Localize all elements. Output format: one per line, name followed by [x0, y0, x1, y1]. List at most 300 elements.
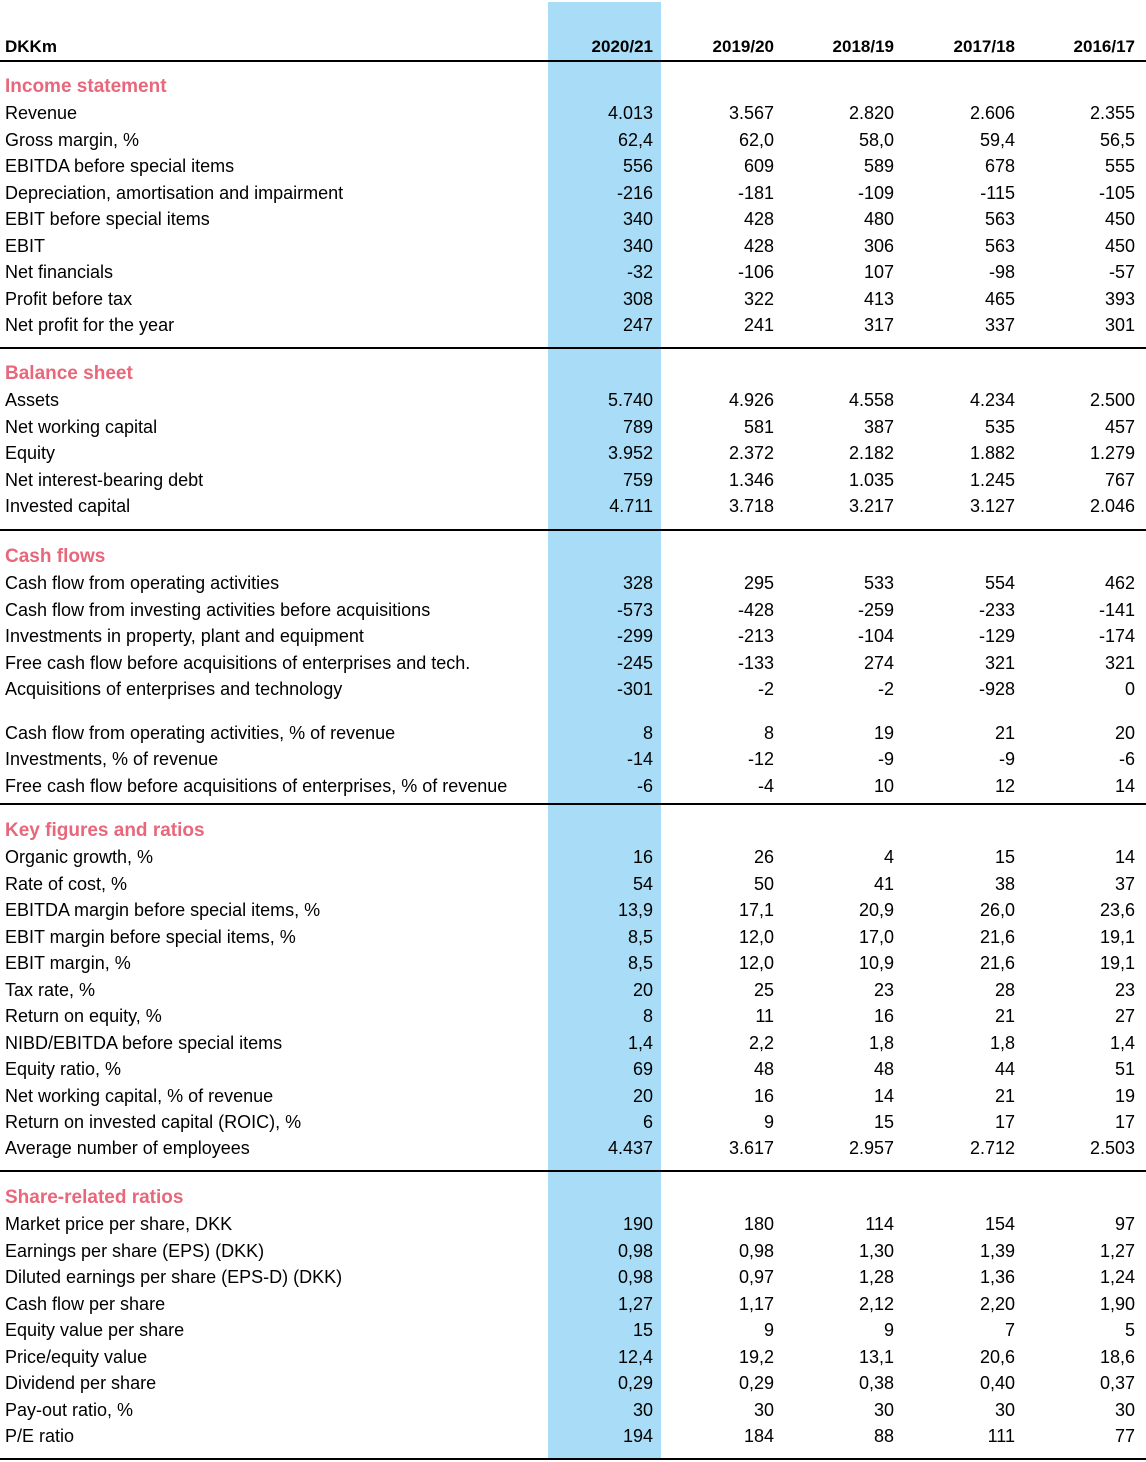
cell-value: -9 — [877, 749, 894, 769]
cell-value: 0,29 — [617, 1373, 653, 1393]
table-row — [0, 1317, 1146, 1343]
table-row — [0, 286, 1146, 312]
cell-value: 450 — [1104, 209, 1135, 229]
section-title — [0, 361, 1146, 387]
cell-value: 17 — [994, 1112, 1015, 1132]
cell-value: 2.372 — [728, 443, 774, 463]
section-title-text: Balance sheet — [5, 363, 133, 384]
divider — [0, 1458, 1146, 1460]
cell-value: 0,98 — [617, 1267, 653, 1287]
cell-value: 428 — [743, 236, 774, 256]
table-row — [0, 312, 1146, 338]
row-label: Return on equity, % — [5, 1006, 162, 1026]
cell-value: 609 — [743, 156, 774, 176]
row-label: Cash flow from investing activities before acquisitions — [5, 600, 431, 620]
cell-value: 0,97 — [738, 1267, 774, 1287]
section-title-text: Cash flows — [5, 546, 106, 567]
cell-value: 13,9 — [617, 900, 653, 920]
cell-value: 21 — [994, 1006, 1015, 1026]
table-row — [0, 773, 1146, 799]
cell-value: -216 — [616, 183, 653, 203]
cell-value: 581 — [743, 417, 774, 437]
cell-value: 17 — [1114, 1112, 1135, 1132]
table-row — [0, 100, 1146, 126]
cell-value: 340 — [622, 209, 653, 229]
table-row — [0, 1083, 1146, 1109]
table-row — [0, 924, 1146, 950]
row-label: Cash flow per share — [5, 1294, 166, 1314]
cell-value: -6 — [636, 776, 653, 796]
table-row — [0, 950, 1146, 976]
table-row — [0, 414, 1146, 440]
row-label: Gross margin, % — [5, 130, 140, 150]
cell-value: 20,9 — [858, 900, 894, 920]
cell-value: 480 — [863, 209, 894, 229]
cell-value: -133 — [737, 653, 774, 673]
table-row — [0, 206, 1146, 232]
table-row — [0, 1211, 1146, 1237]
cell-value: 3.718 — [728, 496, 774, 516]
cell-value: 20 — [632, 1086, 653, 1106]
row-label: Revenue — [5, 103, 78, 123]
table-row — [0, 1397, 1146, 1423]
cell-value: 1,36 — [979, 1267, 1015, 1287]
cell-value: -9 — [998, 749, 1015, 769]
cell-value: 97 — [1114, 1214, 1135, 1234]
cell-value: 44 — [994, 1059, 1015, 1079]
row-label: Equity value per share — [5, 1320, 185, 1340]
table-row — [0, 1238, 1146, 1264]
divider — [0, 347, 1146, 349]
cell-value: 23 — [873, 980, 894, 1000]
cell-value: 465 — [984, 289, 1015, 309]
row-label: NIBD/EBITDA before special items — [5, 1033, 283, 1053]
cell-value: 1,27 — [1099, 1241, 1135, 1261]
cell-value: 1.279 — [1089, 443, 1135, 463]
table-row — [0, 650, 1146, 676]
cell-value: -2 — [877, 679, 894, 699]
header-year: 2019/20 — [712, 37, 774, 56]
cell-value: 1.346 — [728, 470, 774, 490]
cell-value: 184 — [743, 1426, 774, 1446]
cell-value: 321 — [984, 653, 1015, 673]
row-label: Depreciation, amortisation and impairment — [5, 183, 344, 203]
cell-value: 2.712 — [969, 1138, 1015, 1158]
cell-value: 17,0 — [858, 927, 894, 947]
row-label: Pay-out ratio, % — [5, 1400, 134, 1420]
cell-value: 308 — [622, 289, 653, 309]
row-label: EBIT margin, % — [5, 953, 131, 973]
cell-value: 0,37 — [1099, 1373, 1135, 1393]
table-row — [0, 1291, 1146, 1317]
cell-value: 54 — [632, 874, 653, 894]
cell-value: 274 — [863, 653, 894, 673]
cell-value: 554 — [984, 573, 1015, 593]
table-row — [0, 570, 1146, 596]
section-title — [0, 818, 1146, 844]
cell-value: 58,0 — [858, 130, 894, 150]
cell-value: 1,39 — [979, 1241, 1015, 1261]
row-label: EBITDA margin before special items, % — [5, 900, 321, 920]
row-label: Price/equity value — [5, 1347, 148, 1367]
cell-value: 589 — [863, 156, 894, 176]
cell-value: -129 — [978, 626, 1015, 646]
row-label: Rate of cost, % — [5, 874, 128, 894]
table-row — [0, 1056, 1146, 1082]
cell-value: 59,4 — [979, 130, 1015, 150]
cell-value: 563 — [984, 209, 1015, 229]
cell-value: 6 — [642, 1112, 653, 1132]
cell-value: 4.926 — [728, 390, 774, 410]
cell-value: 30 — [1114, 1400, 1135, 1420]
row-label: Investments in property, plant and equipment — [5, 626, 364, 646]
cell-value: 2.820 — [848, 103, 894, 123]
cell-value: 759 — [622, 470, 653, 490]
cell-value: 77 — [1114, 1426, 1135, 1446]
cell-value: 114 — [865, 1214, 894, 1234]
row-label: Free cash flow before acquisitions of enterprises and tech. — [5, 653, 471, 673]
cell-value: 678 — [984, 156, 1015, 176]
cell-value: 789 — [622, 417, 653, 437]
cell-value: 1.245 — [969, 470, 1015, 490]
cell-value: 555 — [1104, 156, 1135, 176]
cell-value: -57 — [1108, 262, 1135, 282]
divider — [0, 60, 1146, 62]
cell-value: -106 — [737, 262, 774, 282]
cell-value: -6 — [1118, 749, 1135, 769]
cell-value: 19 — [873, 723, 894, 743]
table-row — [0, 871, 1146, 897]
cell-value: 30 — [994, 1400, 1015, 1420]
cell-value: 535 — [984, 417, 1015, 437]
cell-value: 2,12 — [858, 1294, 894, 1314]
table-row — [0, 1030, 1146, 1056]
cell-value: 20 — [632, 980, 653, 1000]
cell-value: 30 — [632, 1400, 653, 1420]
row-label: EBIT before special items — [5, 209, 210, 229]
cell-value: 2.606 — [969, 103, 1015, 123]
cell-value: -98 — [988, 262, 1015, 282]
section-title — [0, 1185, 1146, 1211]
cell-value: 241 — [743, 315, 774, 335]
cell-value: 5.740 — [607, 390, 653, 410]
divider — [0, 529, 1146, 531]
row-label: Net profit for the year — [5, 315, 175, 335]
cell-value: 1.882 — [969, 443, 1015, 463]
cell-value: -2 — [757, 679, 774, 699]
cell-value: -245 — [616, 653, 653, 673]
table-row — [0, 153, 1146, 179]
cell-value: 8,5 — [627, 953, 653, 973]
cell-value: -104 — [857, 626, 894, 646]
cell-value: -573 — [616, 600, 653, 620]
cell-value: 1,8 — [868, 1033, 894, 1053]
cell-value: -14 — [626, 749, 653, 769]
cell-value: 2.355 — [1089, 103, 1135, 123]
cell-value: 450 — [1104, 236, 1135, 256]
cell-value: 2.503 — [1089, 1138, 1135, 1158]
row-label: Equity ratio, % — [5, 1059, 122, 1079]
row-label: Net working capital — [5, 417, 158, 437]
cell-value: 0 — [1124, 679, 1135, 699]
cell-value: 8,5 — [627, 927, 653, 947]
row-label: Assets — [5, 390, 60, 410]
cell-value: 2.046 — [1089, 496, 1135, 516]
cell-value: 16 — [632, 847, 653, 867]
cell-value: -181 — [737, 183, 774, 203]
table-row — [0, 897, 1146, 923]
cell-value: 2.957 — [848, 1138, 894, 1158]
cell-value: -141 — [1098, 600, 1135, 620]
table-row — [0, 746, 1146, 772]
cell-value: 2.500 — [1089, 390, 1135, 410]
cell-value: 295 — [743, 573, 774, 593]
header-year: 2017/18 — [953, 37, 1015, 56]
section-title-text: Income statement — [5, 76, 167, 97]
cell-value: 48 — [753, 1059, 774, 1079]
cell-value: 21 — [994, 1086, 1015, 1106]
cell-value: 15 — [632, 1320, 653, 1340]
cell-value: 2,2 — [748, 1033, 774, 1053]
cell-value: 23 — [1114, 980, 1135, 1000]
cell-value: -259 — [857, 600, 894, 620]
cell-value: 8 — [642, 723, 653, 743]
cell-value: 37 — [1114, 874, 1135, 894]
table-row — [0, 720, 1146, 746]
cell-value: 62,0 — [738, 130, 774, 150]
cell-value: -299 — [616, 626, 653, 646]
cell-value: 1.035 — [848, 470, 894, 490]
table-row — [0, 233, 1146, 259]
cell-value: 1,8 — [989, 1033, 1015, 1053]
row-label: Investments, % of revenue — [5, 749, 219, 769]
table-row — [0, 259, 1146, 285]
cell-value: 462 — [1104, 573, 1135, 593]
row-label: Earnings per share (EPS) (DKK) — [5, 1241, 265, 1261]
cell-value: 190 — [622, 1214, 653, 1234]
cell-value: 180 — [743, 1214, 774, 1234]
row-label: Free cash flow before acquisitions of enterprises, % of revenue — [5, 776, 508, 796]
cell-value: 0,98 — [617, 1241, 653, 1261]
cell-value: 317 — [863, 315, 894, 335]
table-row — [0, 844, 1146, 870]
table-row — [0, 1370, 1146, 1396]
cell-value: 27 — [1114, 1006, 1135, 1026]
cell-value: 23,6 — [1099, 900, 1135, 920]
cell-value: -109 — [857, 183, 894, 203]
cell-value: 12,0 — [738, 927, 774, 947]
cell-value: 28 — [994, 980, 1015, 1000]
row-label: Return on invested capital (ROIC), % — [5, 1112, 302, 1132]
section-title-text: Share-related ratios — [5, 1187, 184, 1208]
cell-value: 7 — [1004, 1320, 1015, 1340]
cell-value: 38 — [994, 874, 1015, 894]
cell-value: 533 — [863, 573, 894, 593]
cell-value: 340 — [622, 236, 653, 256]
table-row — [0, 1264, 1146, 1290]
cell-value: 30 — [873, 1400, 894, 1420]
cell-value: 2,20 — [979, 1294, 1015, 1314]
table-row — [0, 977, 1146, 1003]
table-row — [0, 597, 1146, 623]
table-row — [0, 387, 1146, 413]
cell-value: 9 — [883, 1320, 894, 1340]
cell-value: 9 — [763, 1112, 774, 1132]
cell-value: 4.558 — [848, 390, 894, 410]
cell-value: 0,40 — [979, 1373, 1015, 1393]
cell-value: 1,90 — [1099, 1294, 1135, 1314]
cell-value: 107 — [863, 262, 894, 282]
cell-value: 19 — [1114, 1086, 1135, 1106]
row-label: Diluted earnings per share (EPS-D) (DKK) — [5, 1267, 343, 1287]
header-row — [0, 34, 1146, 60]
cell-value: 25 — [753, 980, 774, 1000]
divider — [0, 1170, 1146, 1172]
cell-value: 413 — [863, 289, 894, 309]
row-label: Cash flow from operating activities — [5, 573, 280, 593]
header-label: DKKm — [5, 37, 57, 56]
table-row — [0, 623, 1146, 649]
table-row — [0, 1423, 1146, 1449]
cell-value: 301 — [1104, 315, 1135, 335]
cell-value: 17,1 — [738, 900, 774, 920]
cell-value: 19,1 — [1099, 953, 1135, 973]
cell-value: 306 — [863, 236, 894, 256]
row-label: Market price per share, DKK — [5, 1214, 233, 1234]
cell-value: 4 — [883, 847, 894, 867]
cell-value: 5 — [1124, 1320, 1135, 1340]
table-row — [0, 127, 1146, 153]
cell-value: 154 — [984, 1214, 1015, 1234]
cell-value: -115 — [980, 183, 1015, 203]
cell-value: 21,6 — [979, 927, 1015, 947]
cell-value: 1,28 — [858, 1267, 894, 1287]
row-label: Cash flow from operating activities, % of revenue — [5, 723, 396, 743]
table-row — [0, 180, 1146, 206]
cell-value: 767 — [1104, 470, 1135, 490]
cell-value: -233 — [978, 600, 1015, 620]
row-label: Average number of employees — [5, 1138, 250, 1158]
cell-value: 12,0 — [738, 953, 774, 973]
cell-value: 194 — [622, 1426, 653, 1446]
cell-value: 321 — [1104, 653, 1135, 673]
cell-value: 337 — [984, 315, 1015, 335]
cell-value: 387 — [863, 417, 894, 437]
cell-value: 1,27 — [617, 1294, 653, 1314]
cell-value: 2.182 — [848, 443, 894, 463]
cell-value: 41 — [873, 874, 894, 894]
cell-value: 19,1 — [1099, 927, 1135, 947]
table-row — [0, 1135, 1146, 1161]
cell-value: -174 — [1098, 626, 1135, 646]
cell-value: 16 — [873, 1006, 894, 1026]
cell-value: 14 — [873, 1086, 894, 1106]
row-label: Net interest-bearing debt — [5, 470, 204, 490]
cell-value: 19,2 — [738, 1347, 774, 1367]
cell-value: 1,30 — [858, 1241, 894, 1261]
row-label: EBITDA before special items — [5, 156, 235, 176]
table-row — [0, 1344, 1146, 1370]
cell-value: 14 — [1114, 776, 1135, 796]
cell-value: 15 — [994, 847, 1015, 867]
cell-value: 30 — [753, 1400, 774, 1420]
cell-value: 9 — [763, 1320, 774, 1340]
cell-value: 428 — [743, 209, 774, 229]
cell-value: 16 — [753, 1086, 774, 1106]
cell-value: 20 — [1114, 723, 1135, 743]
table-row — [0, 440, 1146, 466]
table-row — [0, 1003, 1146, 1029]
cell-value: 48 — [873, 1059, 894, 1079]
cell-value: 69 — [632, 1059, 653, 1079]
cell-value: 3.952 — [607, 443, 653, 463]
cell-value: 4.013 — [607, 103, 653, 123]
cell-value: 10,9 — [858, 953, 894, 973]
cell-value: 0,29 — [738, 1373, 774, 1393]
row-label: Net working capital, % of revenue — [5, 1086, 274, 1106]
cell-value: 1,24 — [1099, 1267, 1135, 1287]
row-label: Profit before tax — [5, 289, 133, 309]
cell-value: 1,4 — [627, 1033, 653, 1053]
cell-value: -105 — [1098, 183, 1135, 203]
cell-value: 21 — [994, 723, 1015, 743]
cell-value: 88 — [873, 1426, 894, 1446]
cell-value: 247 — [622, 315, 653, 335]
table-row — [0, 493, 1146, 519]
cell-value: 4.437 — [607, 1138, 653, 1158]
cell-value: 15 — [873, 1112, 894, 1132]
cell-value: 13,1 — [858, 1347, 894, 1367]
cell-value: 12,4 — [617, 1347, 653, 1367]
row-label: Tax rate, % — [5, 980, 96, 1000]
section-title — [0, 74, 1146, 100]
cell-value: 50 — [753, 874, 774, 894]
cell-value: 556 — [622, 156, 653, 176]
cell-value: -4 — [757, 776, 774, 796]
row-label: Net financials — [5, 262, 114, 282]
cell-value: 26 — [753, 847, 774, 867]
section-title — [0, 544, 1146, 570]
cell-value: -301 — [616, 679, 653, 699]
cell-value: 0,98 — [738, 1241, 774, 1261]
row-label: P/E ratio — [5, 1426, 75, 1446]
cell-value: -32 — [626, 262, 653, 282]
cell-value: 11 — [755, 1006, 774, 1026]
table-row — [0, 467, 1146, 493]
row-label: EBIT margin before special items, % — [5, 927, 296, 947]
header-year: 2016/17 — [1073, 37, 1135, 56]
header-year: 2018/19 — [832, 37, 894, 56]
cell-value: 0,38 — [858, 1373, 894, 1393]
header-year: 2020/21 — [591, 37, 653, 56]
row-label: Invested capital — [5, 496, 131, 516]
row-label: EBIT — [5, 236, 46, 256]
cell-value: 393 — [1104, 289, 1135, 309]
cell-value: 62,4 — [617, 130, 653, 150]
cell-value: 457 — [1104, 417, 1135, 437]
table-row — [0, 1109, 1146, 1135]
cell-value: 1,17 — [738, 1294, 774, 1314]
cell-value: 3.617 — [728, 1138, 774, 1158]
cell-value: 20,6 — [979, 1347, 1015, 1367]
divider — [0, 803, 1146, 805]
cell-value: -12 — [747, 749, 774, 769]
cell-value: 3.217 — [848, 496, 894, 516]
cell-value: 51 — [1114, 1059, 1135, 1079]
cell-value: 1,4 — [1109, 1033, 1135, 1053]
cell-value: 26,0 — [979, 900, 1015, 920]
cell-value: -928 — [978, 679, 1015, 699]
